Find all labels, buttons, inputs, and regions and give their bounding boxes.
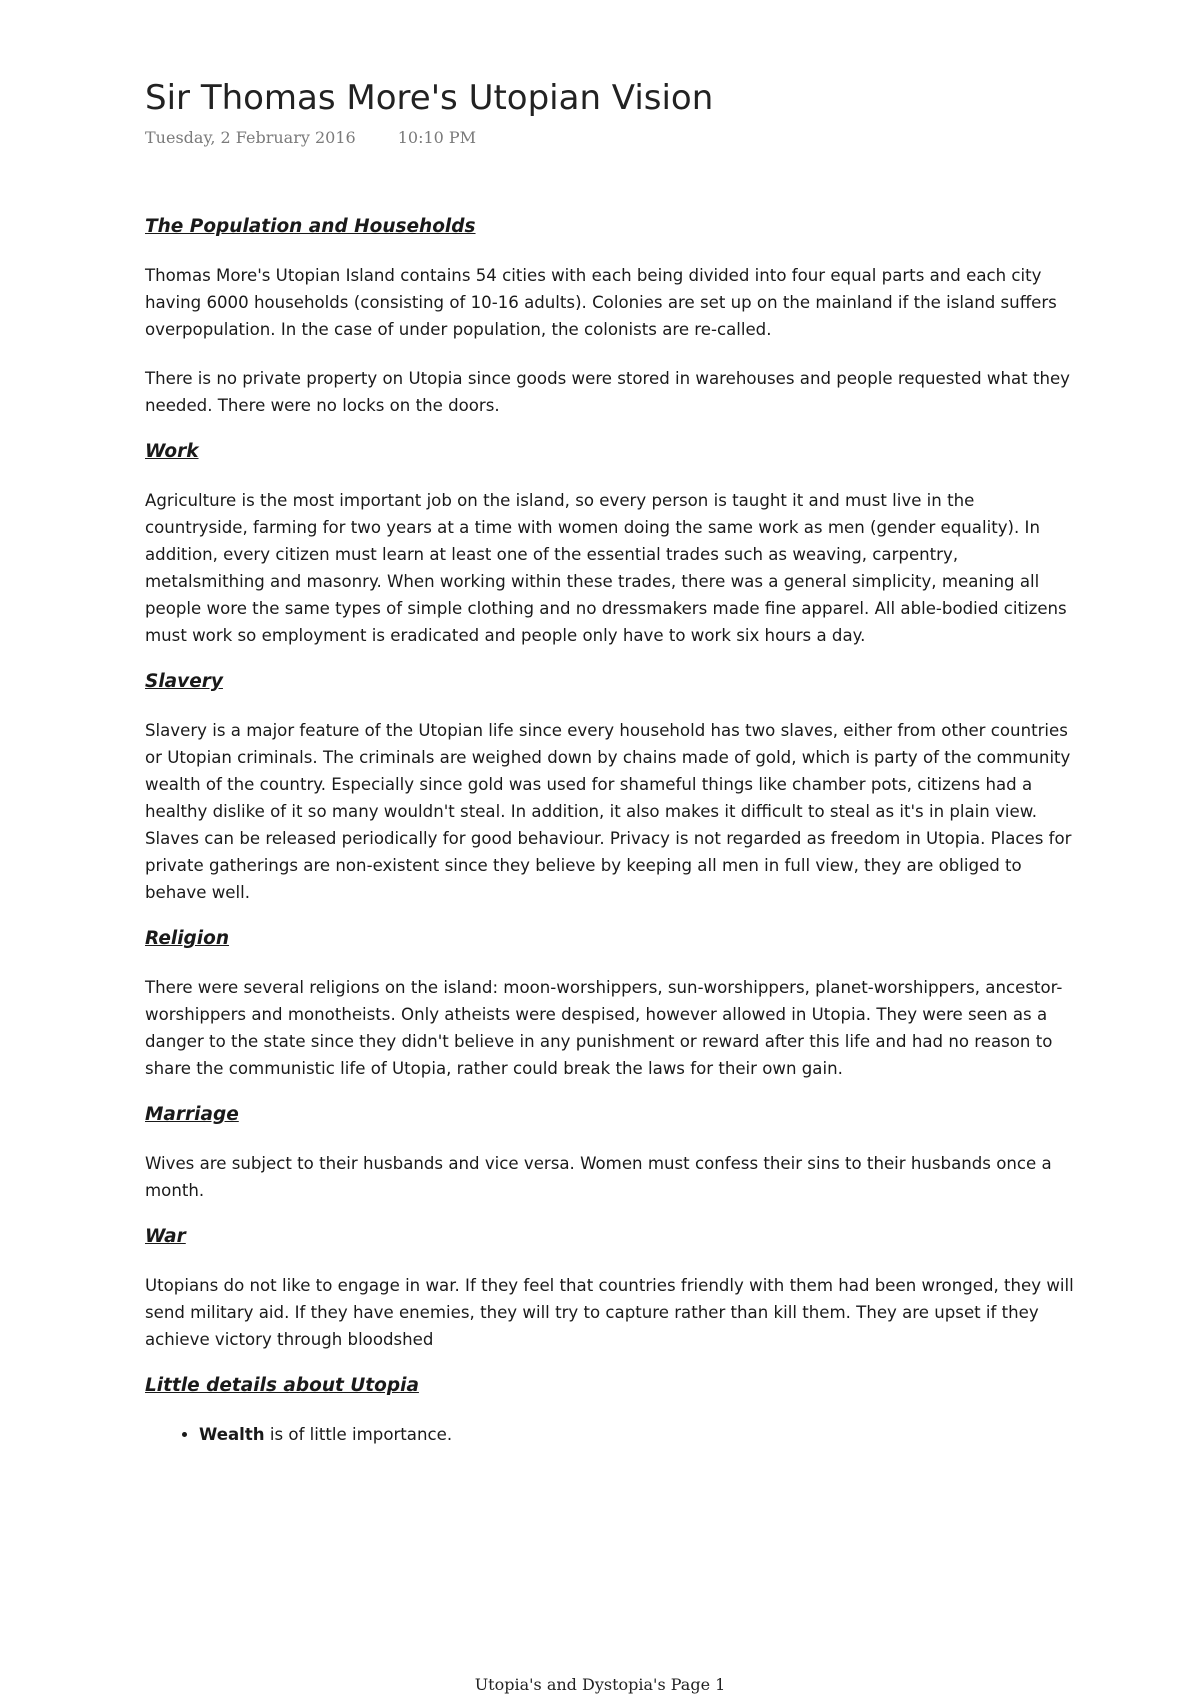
section-heading-marriage: Marriage (145, 1104, 239, 1125)
list-item-bold: Wealth (199, 1425, 265, 1444)
page-footer: Utopia's and Dystopia's Page 1 (474, 1675, 726, 1694)
section-heading-war: War (145, 1226, 186, 1247)
section-heading-slavery: Slavery (145, 671, 223, 692)
page-date: Tuesday, 2 February 2016 (145, 128, 356, 147)
page-title: Sir Thomas More's Utopian Vision (145, 78, 714, 118)
section-heading-little-details: Little details about Utopia (145, 1375, 419, 1396)
section-heading-population: The Population and Households (145, 216, 476, 237)
paragraph: Wives are subject to their husbands and vice versa. Women must confess their sins to their husbands once a month. (145, 1154, 1052, 1200)
list-item (199, 1421, 1075, 1448)
paragraph: There were several religions on the island: moon-worshippers, sun-worshippers, planet-worshippers, ancestor-worshippers and monotheists. Only atheists were despised, however allowed in Utopia. They were seen as a danger to the state since they didn't believe in any punishment or reward after this life and had no reason to share the communistic life of Utopia, rather could break the laws for their own gain. (145, 978, 1063, 1078)
paragraph: Thomas More's Utopian Island contains 54 cities with each being divided into four equal parts and each city having 6000 households (consisting of 10-16 adults). Colonies are set up on the mainland if the island suffers overpopulation. In the case of under population, the colonists are re-called. (145, 266, 1057, 339)
paragraph: There is no private property on Utopia since goods were stored in warehouses and people requested what they needed. There were no locks on the doors. (145, 369, 1071, 415)
paragraph: Agriculture is the most important job on the island, so every person is taught it and must live in the countryside, farming for two years at a time with women doing the same work as men (gender equality). In addition, every citizen must learn at least one of the essential trades such as weaving, carpentry, metalsmithing and masonry. When working within these trades, there was a general simplicity, meaning all people wore the same types of simple clothing and no dressmakers made fine apparel. All able-bodied citizens must work so employment is eradicated and people only have to work six hours a day. (145, 491, 1067, 645)
paragraph: Utopians do not like to engage in war. If they feel that countries friendly with them had been wronged, they will send military aid. If they have enemies, they will try to capture rather than kill them. They are upset if they achieve victory through bloodshed (145, 1276, 1074, 1349)
list-item-text: is of little importance. (264, 1425, 453, 1444)
document-body (145, 216, 1075, 1448)
section-heading-religion: Religion (145, 928, 230, 949)
page-meta (145, 128, 476, 147)
page-time: 10:10 PM (397, 128, 477, 147)
details-list (145, 1421, 1075, 1448)
section-heading-work: Work (145, 441, 199, 462)
paragraph: Slavery is a major feature of the Utopian life since every household has two slaves, either from other countries or Utopian criminals. The criminals are weighed down by chains made of gold, which is party of the community wealth of the country. Especially since gold was used for shameful things like chamber pots, citizens had a healthy dislike of it so many wouldn't steal. In addition, it also makes it difficult to steal as it's in plain view. Slaves can be released periodically for good behaviour. Privacy is not regarded as freedom in Utopia. Places for private gatherings are non-existent since they believe by keeping all men in full view, they are obliged to behave well. (145, 721, 1072, 902)
